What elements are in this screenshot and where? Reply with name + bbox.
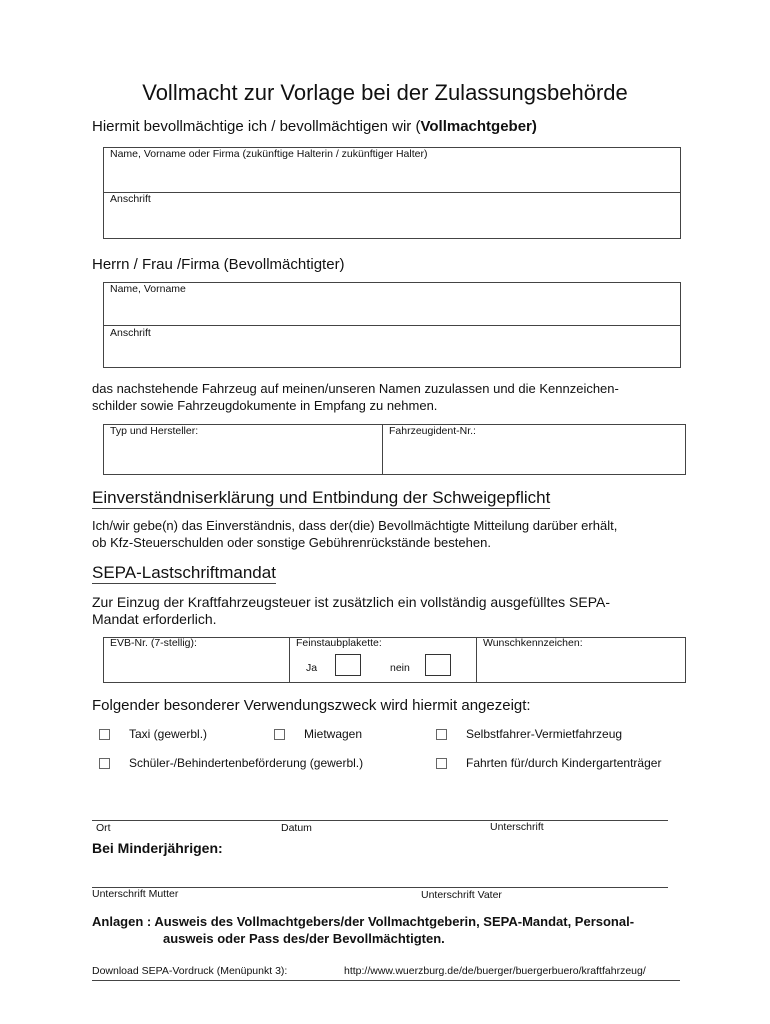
agent-divider bbox=[103, 325, 681, 326]
usage-pupil-transport-checkbox[interactable] bbox=[99, 758, 110, 769]
vehicle-type-label: Typ und Hersteller: bbox=[110, 425, 199, 437]
grantor-name-field[interactable] bbox=[104, 160, 679, 190]
evb-label: EVB-Nr. (7-stellig): bbox=[110, 637, 197, 649]
grantor-intro-text: Hiermit bevollmächtige ich / bevollmächtigen wir ( bbox=[92, 118, 421, 135]
agent-address-label: Anschrift bbox=[110, 327, 151, 339]
vehicle-text-line1: das nachstehende Fahrzeug auf meinen/unseren Namen zuzulassen und die Kennzeichen- bbox=[92, 381, 619, 396]
usage-pupil-transport-label: Schüler-/Behindertenbeförderung (gewerbl.) bbox=[129, 756, 364, 770]
father-signature-label: Unterschrift Vater bbox=[421, 889, 502, 901]
signature-label: Unterschrift bbox=[490, 821, 544, 833]
consent-heading bbox=[92, 488, 550, 508]
grantor-name-label: Name, Vorname oder Firma (zukünftige Halterin / zukünftiger Halter) bbox=[110, 148, 428, 160]
usage-heading: Folgender besonderer Verwendungszweck wird hiermit angezeigt: bbox=[92, 697, 531, 714]
agent-heading: Herrn / Frau /Firma (Bevollmächtigter) bbox=[92, 256, 345, 273]
agent-name-field[interactable] bbox=[104, 295, 679, 323]
sepa-heading bbox=[92, 563, 276, 583]
usage-taxi-label: Taxi (gewerbl.) bbox=[129, 727, 208, 741]
place-label: Ort bbox=[96, 822, 111, 834]
download-url-link[interactable]: http://www.wuerzburg.de/de/buerger/buergerbuero/kraftfahrzeug/ bbox=[344, 965, 646, 977]
usage-rental-car-label: Mietwagen bbox=[304, 727, 363, 741]
usage-rental-car-checkbox[interactable] bbox=[274, 729, 285, 740]
usage-kindergarten-label: Fahrten für/durch Kindergartenträger bbox=[466, 756, 662, 770]
fine-dust-label: Feinstaubplakette: bbox=[296, 637, 382, 649]
date-label: Datum bbox=[281, 822, 312, 834]
usage-self-drive-checkbox[interactable] bbox=[436, 729, 447, 740]
minors-heading: Bei Minderjährigen: bbox=[92, 840, 223, 856]
mother-signature-label: Unterschrift Mutter bbox=[92, 888, 179, 900]
sepa-line1: Zur Einzug der Kraftfahrzeugsteuer ist zusätzlich ein vollständig ausgefülltes SEPA- bbox=[92, 594, 610, 610]
signature-field[interactable] bbox=[92, 790, 668, 819]
plate-label: Wunschkennzeichen: bbox=[483, 637, 583, 649]
signature-line bbox=[92, 820, 668, 821]
evb-field[interactable] bbox=[104, 650, 287, 681]
vehicle-vin-label: Fahrzeugident-Nr.: bbox=[389, 425, 476, 437]
fine-dust-no-checkbox[interactable] bbox=[425, 654, 451, 676]
attachments-line1: Anlagen : Ausweis des Vollmachtgebers/der Vollmachtgeberin, SEPA-Mandat, Personal- bbox=[92, 914, 635, 929]
usage-self-drive-label: Selbstfahrer-Vermietfahrzeug bbox=[466, 727, 623, 741]
plate-field[interactable] bbox=[478, 650, 684, 681]
grantor-intro-bold: Vollmachtgeber) bbox=[420, 118, 537, 135]
grantor-address-label: Anschrift bbox=[110, 193, 151, 205]
sepa-divider-2 bbox=[476, 637, 477, 683]
sepa-divider-1 bbox=[289, 637, 290, 683]
download-label: Download SEPA-Vordruck (Menüpunkt 3): bbox=[92, 965, 288, 977]
vehicle-type-field[interactable] bbox=[104, 437, 380, 473]
consent-line1: Ich/wir gebe(n) das Einverständnis, dass der(die) Bevollmächtigte Mitteilung darüber erhält, bbox=[92, 518, 618, 533]
parents-signature-field[interactable] bbox=[92, 860, 668, 886]
vehicle-text-line2: schilder sowie Fahrzeugdokumente in Empfang zu nehmen. bbox=[92, 398, 438, 413]
consent-heading-text: Einverständniserklärung und Entbindung der Schweigepflicht bbox=[92, 488, 551, 507]
parents-signature-line bbox=[92, 887, 668, 888]
usage-taxi-checkbox[interactable] bbox=[99, 729, 110, 740]
consent-line2: ob Kfz-Steuerschulden oder sonstige Gebührenrückstände bestehen. bbox=[92, 535, 491, 550]
fine-dust-yes-label: Ja bbox=[306, 662, 318, 674]
fine-dust-yes-checkbox[interactable] bbox=[335, 654, 361, 676]
fine-dust-no-label: nein bbox=[390, 662, 410, 674]
grantor-intro bbox=[92, 118, 537, 135]
agent-name-label: Name, Vorname bbox=[110, 283, 186, 295]
agent-address-field[interactable] bbox=[104, 339, 679, 366]
vehicle-vin-field[interactable] bbox=[384, 437, 684, 473]
attachments-line2: ausweis oder Pass des/der Bevollmächtigten. bbox=[163, 931, 445, 946]
footer-line bbox=[92, 980, 680, 981]
grantor-address-field[interactable] bbox=[104, 205, 679, 237]
grantor-divider bbox=[103, 192, 681, 193]
sepa-line2: Mandat erforderlich. bbox=[92, 611, 217, 627]
sepa-heading-text: SEPA-Lastschriftmandat bbox=[92, 563, 276, 582]
usage-kindergarten-checkbox[interactable] bbox=[436, 758, 447, 769]
vehicle-divider bbox=[382, 424, 383, 475]
page-title: Vollmacht zur Vorlage bei der Zulassungsbehörde bbox=[142, 80, 628, 105]
